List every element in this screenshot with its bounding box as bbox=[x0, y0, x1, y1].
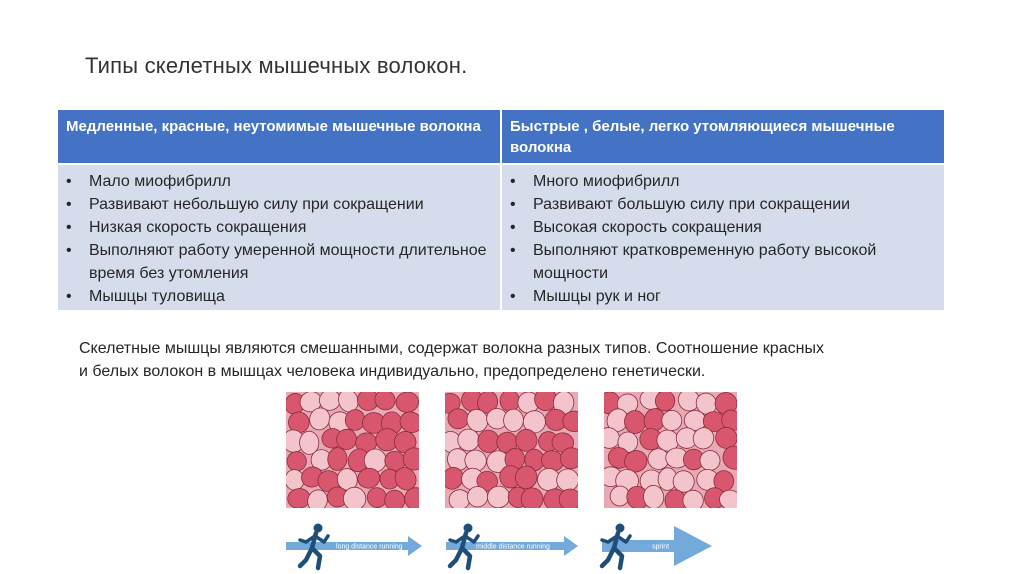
list-item-text: Мышцы туловища bbox=[89, 288, 225, 305]
cell-slow-fibers bbox=[58, 164, 501, 310]
runner-limb bbox=[462, 548, 470, 568]
list-item bbox=[64, 170, 494, 193]
list-item bbox=[508, 216, 938, 239]
runner-limb bbox=[465, 536, 478, 542]
red-fiber bbox=[448, 409, 469, 429]
bullet-icon: • bbox=[66, 288, 72, 305]
list-item-text: Низкая скорость сокращения bbox=[89, 219, 307, 236]
fast-fibers-list bbox=[508, 170, 938, 308]
list-item-text: Выполняют кратковременную работу высокой мощности bbox=[533, 242, 877, 282]
list-item-text: Развивают большую силу при сокращении bbox=[533, 196, 851, 213]
runner-limb bbox=[312, 548, 320, 568]
bullet-icon: • bbox=[66, 196, 72, 213]
slide-title: Типы скелетных мышечных волокон. bbox=[85, 53, 468, 78]
list-item bbox=[508, 285, 938, 308]
list-item-text: Много миофибрилл bbox=[533, 173, 680, 190]
list-item bbox=[508, 170, 938, 193]
bullet-icon: • bbox=[510, 196, 516, 213]
list-item bbox=[64, 193, 494, 216]
cell-fast-fibers bbox=[501, 164, 944, 310]
list-item-text: Выполняют работу умеренной мощности длительное время без утомления bbox=[89, 242, 487, 282]
runner-arrow-long-distance bbox=[280, 518, 430, 574]
explanation-line: Скелетные мышцы являются смешанными, содержат волокна разных типов. Соотношение красных bbox=[79, 340, 824, 357]
bullet-icon: • bbox=[510, 288, 516, 305]
bullet-icon: • bbox=[66, 173, 72, 190]
header-fast-fibers: Быстрые , белые, легко утомляющиеся мышечные волокна bbox=[501, 110, 944, 164]
white-fiber bbox=[458, 429, 480, 451]
table-row bbox=[58, 164, 944, 310]
runner-limb bbox=[315, 536, 328, 542]
list-item bbox=[508, 193, 938, 216]
bullet-icon: • bbox=[510, 219, 516, 236]
arrow-label: middle distance running bbox=[476, 543, 550, 551]
bullet-icon: • bbox=[66, 219, 72, 236]
tissue-panel-middle-distance bbox=[445, 392, 578, 508]
fiber-types-table bbox=[58, 110, 944, 310]
explanation-line: и белых волокон в мышцах человека индивидуально, предопределено генетически. bbox=[79, 363, 706, 380]
bullet-icon: • bbox=[510, 242, 516, 259]
arrow-label: sprint bbox=[652, 543, 670, 551]
table-header-row bbox=[58, 110, 944, 164]
list-item-text: Развивают небольшую силу при сокращении bbox=[89, 196, 424, 213]
tissue-panel-sprint bbox=[604, 392, 737, 508]
list-item bbox=[508, 239, 938, 285]
list-item-text: Высокая скорость сокращения bbox=[533, 219, 762, 236]
slow-fibers-list bbox=[64, 170, 494, 308]
arrow-label: long distance running bbox=[336, 543, 403, 551]
list-item-text: Мало миофибрилл bbox=[89, 173, 231, 190]
list-item bbox=[64, 285, 494, 308]
runner-arrow-middle-distance bbox=[440, 518, 590, 574]
bullet-icon: • bbox=[66, 242, 72, 259]
header-slow-fibers: Медленные, красные, неутомимые мышечные волокна bbox=[58, 110, 501, 164]
runner-arrow-sprint bbox=[596, 518, 720, 574]
list-item-text: Мышцы рук и ног bbox=[533, 288, 661, 305]
explanation-text bbox=[79, 337, 939, 383]
list-item bbox=[64, 239, 494, 285]
bullet-icon: • bbox=[510, 173, 516, 190]
list-item bbox=[64, 216, 494, 239]
tissue-panel-long-distance bbox=[286, 392, 419, 508]
